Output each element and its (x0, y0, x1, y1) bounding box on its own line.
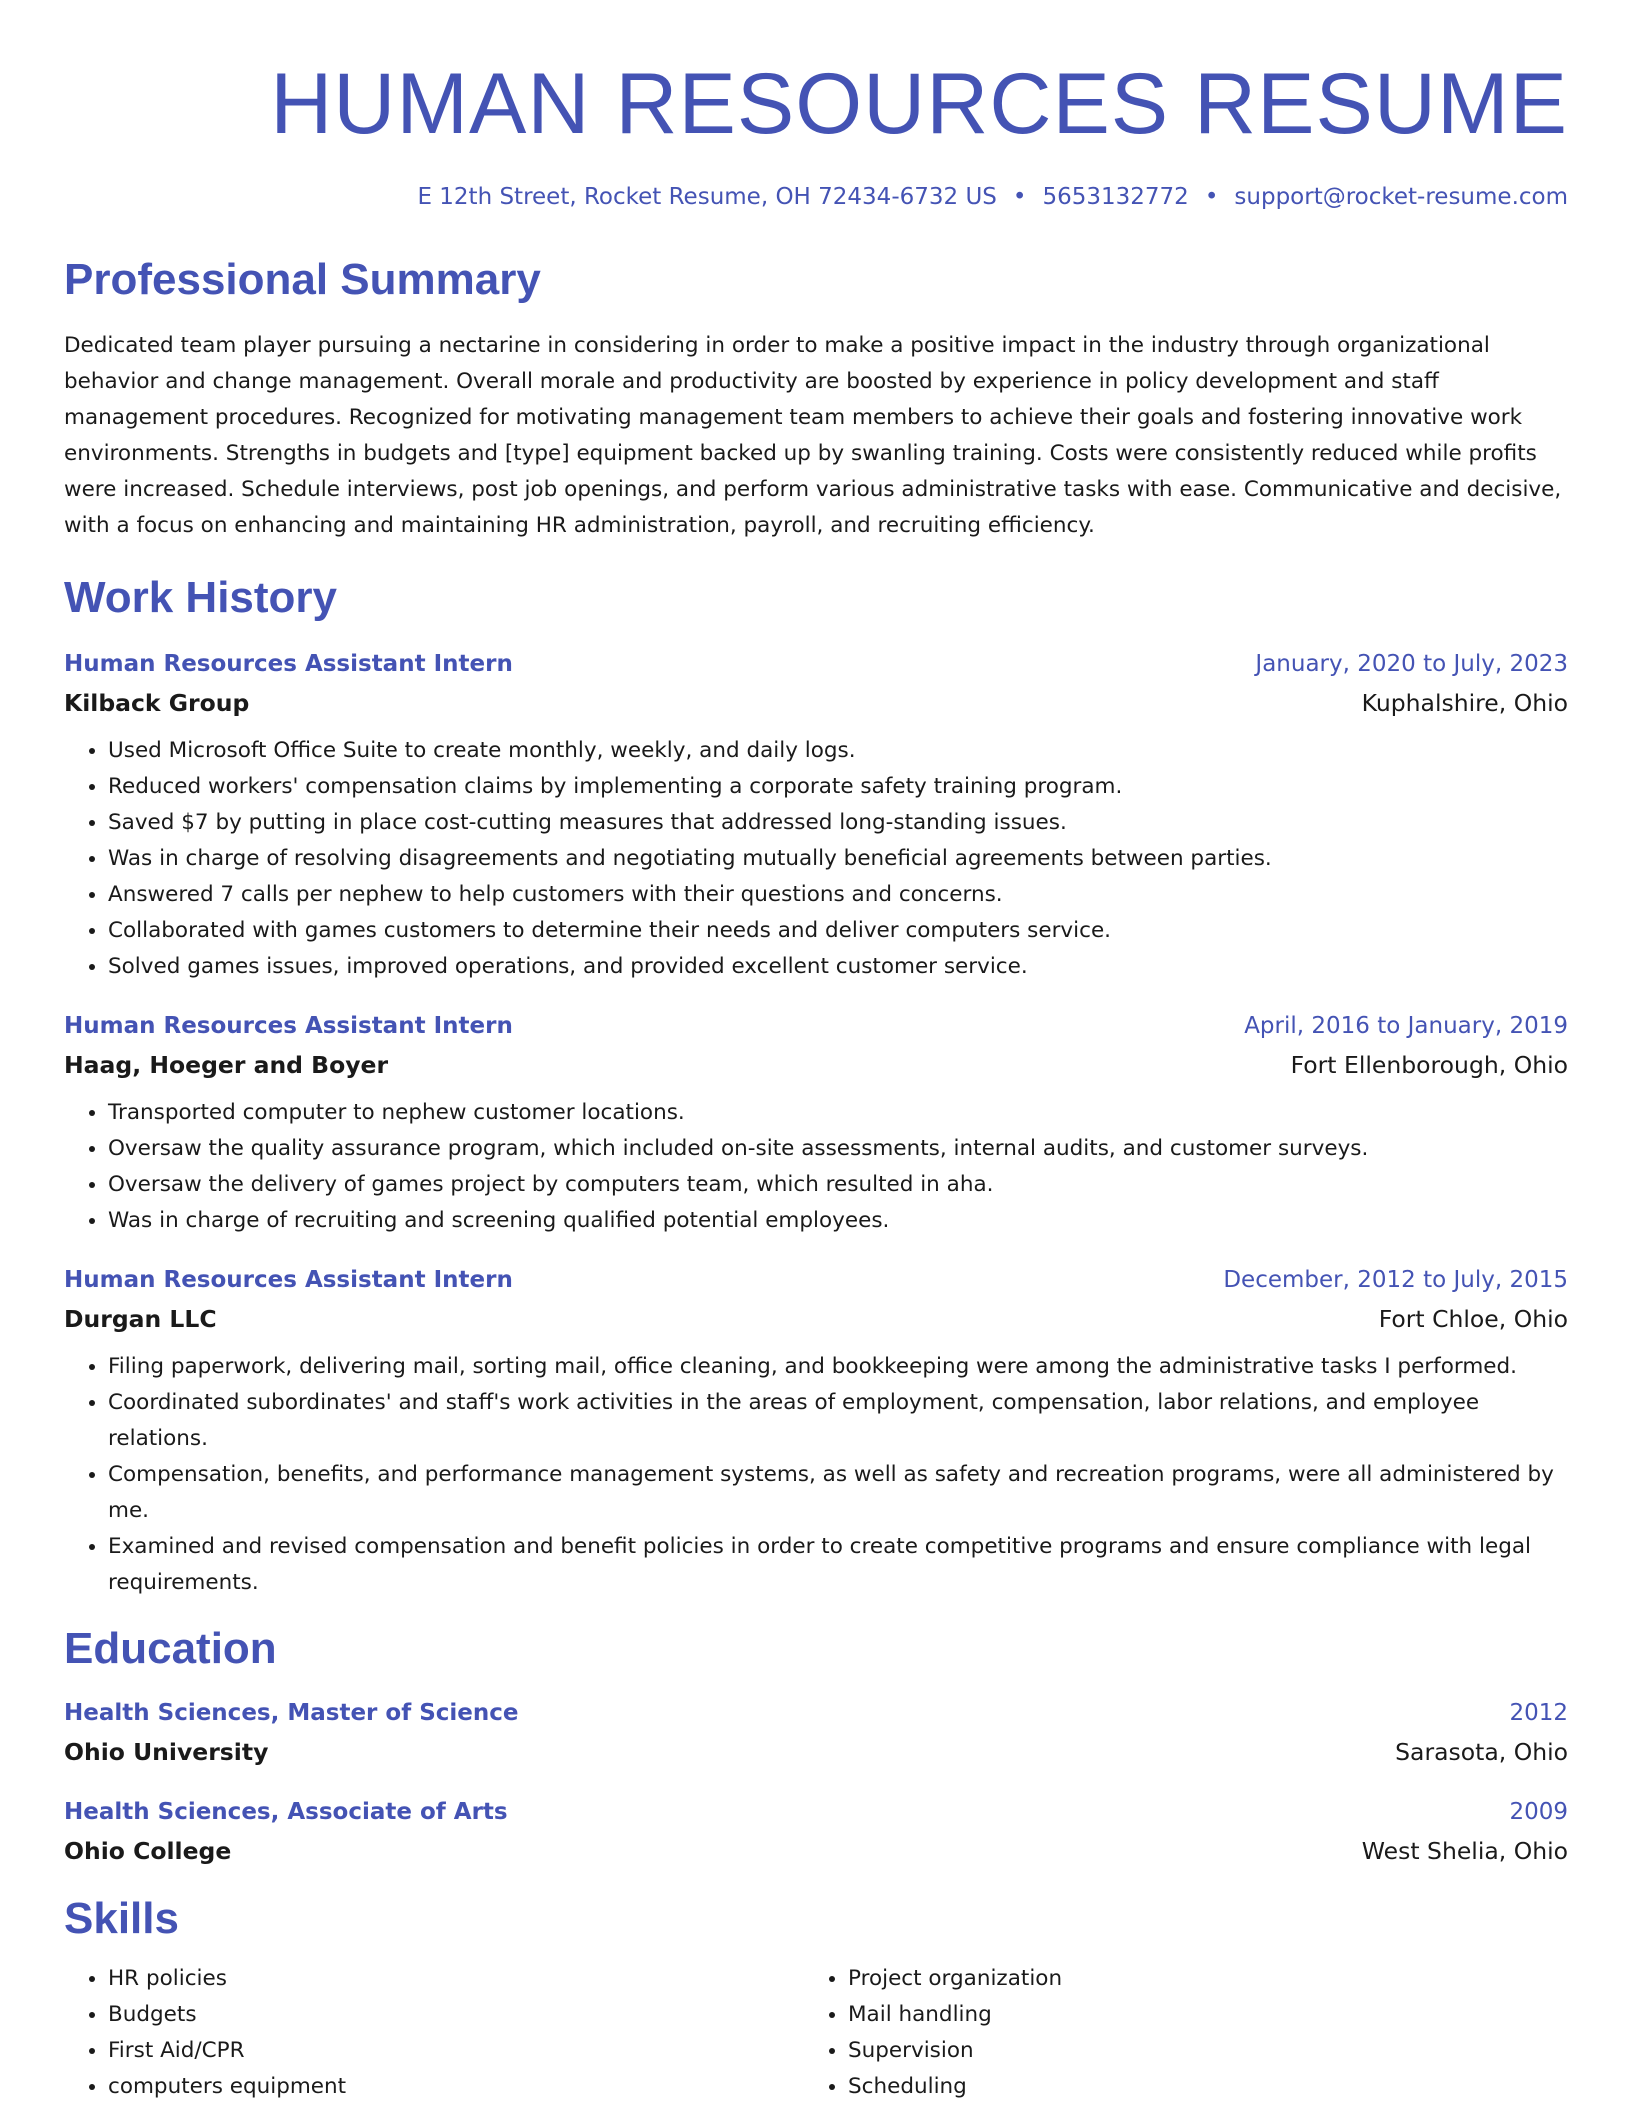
education-entry (64, 1697, 1568, 1768)
job-bullet: • Solved games issues, improved operations, and provided excellent customer service. (108, 949, 1568, 985)
skills-column-2 (804, 1961, 1564, 2105)
job-bullet: • Coordinated subordinates' and staff's work activities in the areas of employment, compensation, labor relations, and employee relations. (108, 1385, 1568, 1457)
job-bullet: • Compensation, benefits, and performance management systems, as well as safety and recreation programs, were all administered by me. (108, 1457, 1568, 1529)
job-bullet: • Oversaw the delivery of games project by computers team, which resulted in aha. (108, 1167, 1568, 1203)
section-heading-summary: Professional Summary (64, 255, 541, 304)
job-dates: December, 2012 to July, 2015 (1223, 1267, 1568, 1293)
job-bullets (64, 733, 1568, 985)
education-year: 2009 (1509, 1799, 1568, 1825)
job-company: Durgan LLC (64, 1305, 217, 1333)
skill-item: • Project organization (848, 1961, 1564, 1997)
section-heading-work-history: Work History (64, 573, 338, 622)
job-bullet: • Saved $7 by putting in place cost-cutting measures that addressed long-standing issues. (108, 805, 1568, 841)
job-bullets (64, 1095, 1568, 1239)
skill-item: • Supervision (848, 2033, 1564, 2069)
job-bullet: • Filing paperwork, delivering mail, sorting mail, office cleaning, and bookkeeping were among the administrative tasks I performed. (108, 1349, 1568, 1385)
contact-separator: • (1204, 184, 1219, 210)
section-heading-skills: Skills (64, 1894, 179, 1943)
contact-phone: 5653132772 (1042, 184, 1189, 210)
skill-item: • Scheduling (848, 2069, 1564, 2105)
job-bullet: • Transported computer to nephew customer locations. (108, 1095, 1568, 1131)
job-title: Human Resources Assistant Intern (64, 1013, 513, 1039)
job-bullet: • Examined and revised compensation and benefit policies in order to create competitive programs and ensure compliance with legal requirements. (108, 1529, 1568, 1601)
job-bullets (64, 1349, 1568, 1601)
job-title: Human Resources Assistant Intern (64, 651, 513, 677)
job-dates: January, 2020 to July, 2023 (1255, 651, 1568, 677)
contact-separator: • (1012, 184, 1027, 210)
job-entry (64, 1010, 1568, 1239)
job-entry (64, 1264, 1568, 1601)
job-bullet: • Was in charge of recruiting and screening qualified potential employees. (108, 1203, 1568, 1239)
education-location: Sarasota, Ohio (1395, 1738, 1568, 1766)
contact-email: support@rocket-resume.com (1234, 184, 1568, 210)
education-school: Ohio University (64, 1738, 269, 1766)
job-bullet: • Collaborated with games customers to determine their needs and deliver computers service. (108, 913, 1568, 949)
job-entry (64, 648, 1568, 985)
job-title: Human Resources Assistant Intern (64, 1267, 513, 1293)
skill-item: • HR policies (108, 1961, 804, 1997)
job-bullet: • Answered 7 calls per nephew to help customers with their questions and concerns. (108, 877, 1568, 913)
skill-item: • Budgets (108, 1997, 804, 2033)
education-entry (64, 1796, 1568, 1867)
job-company: Haag, Hoeger and Boyer (64, 1051, 389, 1079)
job-bullet: • Oversaw the quality assurance program, which included on-site assessments, internal audits, and customer surveys. (108, 1131, 1568, 1167)
skill-item: • Mail handling (848, 1997, 1564, 2033)
skill-item: • First Aid/CPR (108, 2033, 804, 2069)
education-degree: Health Sciences, Master of Science (64, 1700, 519, 1726)
job-location: Kuphalshire, Ohio (1361, 689, 1568, 717)
job-bullet: • Reduced workers' compensation claims by implementing a corporate safety training program. (108, 769, 1568, 805)
skills-column-1 (64, 1961, 804, 2105)
contact-line (64, 182, 1568, 212)
education-year: 2012 (1509, 1700, 1568, 1726)
education-school: Ohio College (64, 1837, 232, 1865)
education-location: West Shelia, Ohio (1361, 1837, 1568, 1865)
job-dates: April, 2016 to January, 2019 (1244, 1013, 1568, 1039)
section-heading-education: Education (64, 1624, 277, 1673)
education-degree: Health Sciences, Associate of Arts (64, 1799, 508, 1825)
job-bullet: • Used Microsoft Office Suite to create monthly, weekly, and daily logs. (108, 733, 1568, 769)
job-bullet: • Was in charge of resolving disagreements and negotiating mutually beneficial agreements between parties. (108, 841, 1568, 877)
skill-item: • computers equipment (108, 2069, 804, 2105)
resume-title: HUMAN RESOURCES RESUME (270, 56, 1568, 152)
job-location: Fort Chloe, Ohio (1378, 1305, 1568, 1333)
summary-text: Dedicated team player pursuing a nectarine in considering in order to make a positive impact in the industry through organizational behavior and change management. Overall morale and productivity are boosted by experience in policy development and staff management procedures. Recognized for motivating management team members to achieve their goals and fostering innovative work environments. Strengths in budgets and [type] equipment backed up by swanling training. Costs were consistently reduced while profits were increased. Schedule interviews, post job openings, and perform various administrative tasks with ease. Communicative and decisive, with a focus on enhancing and maintaining HR administration, payroll, and recruiting efficiency. (64, 333, 1562, 538)
job-location: Fort Ellenborough, Ohio (1290, 1051, 1568, 1079)
job-company: Kilback Group (64, 689, 250, 717)
contact-address: E 12th Street, Rocket Resume, OH 72434-6732 US (417, 184, 997, 210)
skills-list (64, 1961, 1568, 2105)
